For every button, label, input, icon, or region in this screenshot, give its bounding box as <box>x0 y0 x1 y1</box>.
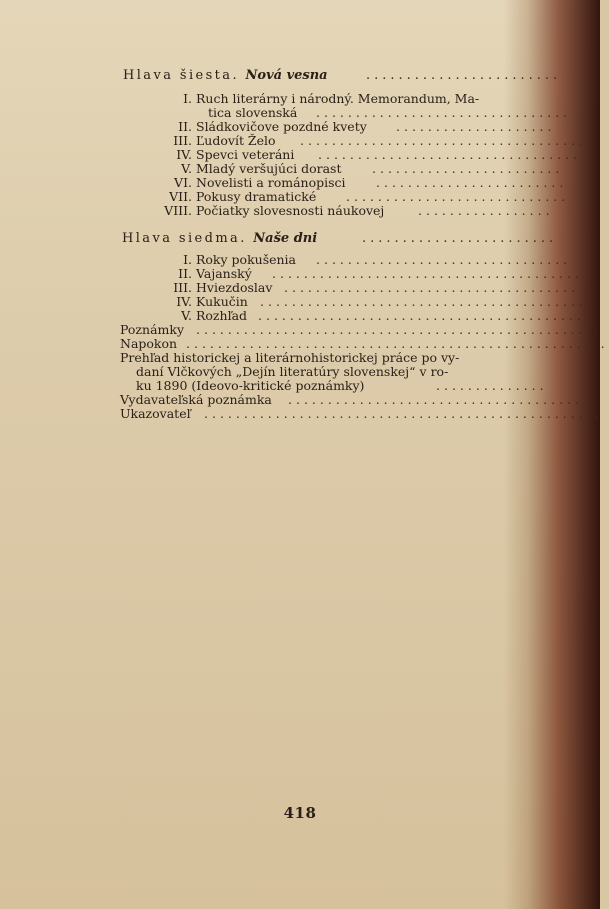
entry-numeral: VII. <box>169 189 192 204</box>
entry-numeral: V. <box>181 308 192 323</box>
entry-title: Rozhľad <box>196 308 248 323</box>
dot-leader: ..................................... <box>284 280 580 295</box>
page-folio: 418 <box>283 804 317 822</box>
dot-leader: ................. <box>418 203 554 218</box>
entry-title: Ruch literárny i národný. Memorandum, Ma- <box>196 91 480 106</box>
dot-leader: ................................. <box>318 147 582 162</box>
dot-leader: ..................................... <box>288 392 584 407</box>
entry-title: Roky pokušenia <box>196 252 297 267</box>
entry-numeral: IV. <box>176 294 192 309</box>
dot-leader: ......................................... <box>258 308 585 323</box>
dot-leader: .............. <box>436 378 548 393</box>
entry-title: Poznámky <box>120 322 185 337</box>
entry-numeral: III. <box>173 133 192 148</box>
dot-leader: ................................................... <box>196 322 603 337</box>
dot-leader: ................................ <box>316 105 572 120</box>
entry-title: Spevci veteráni <box>196 147 295 162</box>
dot-leader: ............................ <box>346 189 570 204</box>
dot-leader: ........................ <box>376 175 568 190</box>
chapter-label: Hlava šiesta. <box>123 68 239 83</box>
entry-title: Vajanský <box>196 266 252 281</box>
dot-leader: .................................... <box>300 133 588 148</box>
entry-numeral: V. <box>181 161 192 176</box>
chapter-subtitle: Naše dni <box>253 231 318 246</box>
chapter-label: Hlava siedma. <box>122 231 247 246</box>
dot-leader: ....................................... <box>272 266 583 281</box>
entry-title: Hviezdoslav <box>196 280 273 295</box>
entry-title: Napokon <box>120 336 178 351</box>
entry-title: Mladý veršujúci dorast <box>196 161 342 176</box>
entry-title: Kukučin <box>196 294 248 309</box>
entry-title: daní Vlčkových „Dejín literatúry slovenskej“ v ro- <box>136 364 449 379</box>
entry-title: tica slovenská <box>208 105 298 120</box>
entry-title: Počiatky slovesnosti náukovej <box>196 203 385 218</box>
dot-leader: ................................ <box>316 252 572 267</box>
entry-numeral: III. <box>173 280 192 295</box>
dot-leader: ......................................... <box>260 294 587 309</box>
dot-leader: .................... <box>396 119 556 134</box>
entry-title: Novelisti a románopisci <box>196 175 346 190</box>
entry-numeral: I. <box>183 91 192 106</box>
entry-title: Sládkovičove pozdné kvety <box>196 119 367 134</box>
dot-leader: ........................ <box>366 68 562 83</box>
entry-title: Pokusy dramatické <box>196 189 317 204</box>
dot-leader: .................................................. <box>204 406 603 421</box>
entry-numeral: IV. <box>176 147 192 162</box>
entry-title: Ukazovateľ <box>120 406 191 421</box>
entry-numeral: VI. <box>174 175 192 190</box>
dot-leader: ..................................................... <box>186 336 609 351</box>
chapter-subtitle: Nová vesna <box>245 68 328 83</box>
entry-title: Ľudovít Želo <box>196 133 276 148</box>
entry-numeral: I. <box>183 252 192 267</box>
entry-title: Vydavateľská poznámka <box>120 392 272 407</box>
entry-title: ku 1890 (Ideovo-kritické poznámky) <box>136 378 365 393</box>
entry-title: Prehľad historickej a literárnohistorickej práce po vy- <box>120 350 460 365</box>
entry-numeral: VIII. <box>164 203 192 218</box>
dot-leader: ........................ <box>362 231 558 246</box>
entry-numeral: II. <box>178 119 192 134</box>
dot-leader: ........................ <box>372 161 564 176</box>
entry-numeral: II. <box>178 266 192 281</box>
